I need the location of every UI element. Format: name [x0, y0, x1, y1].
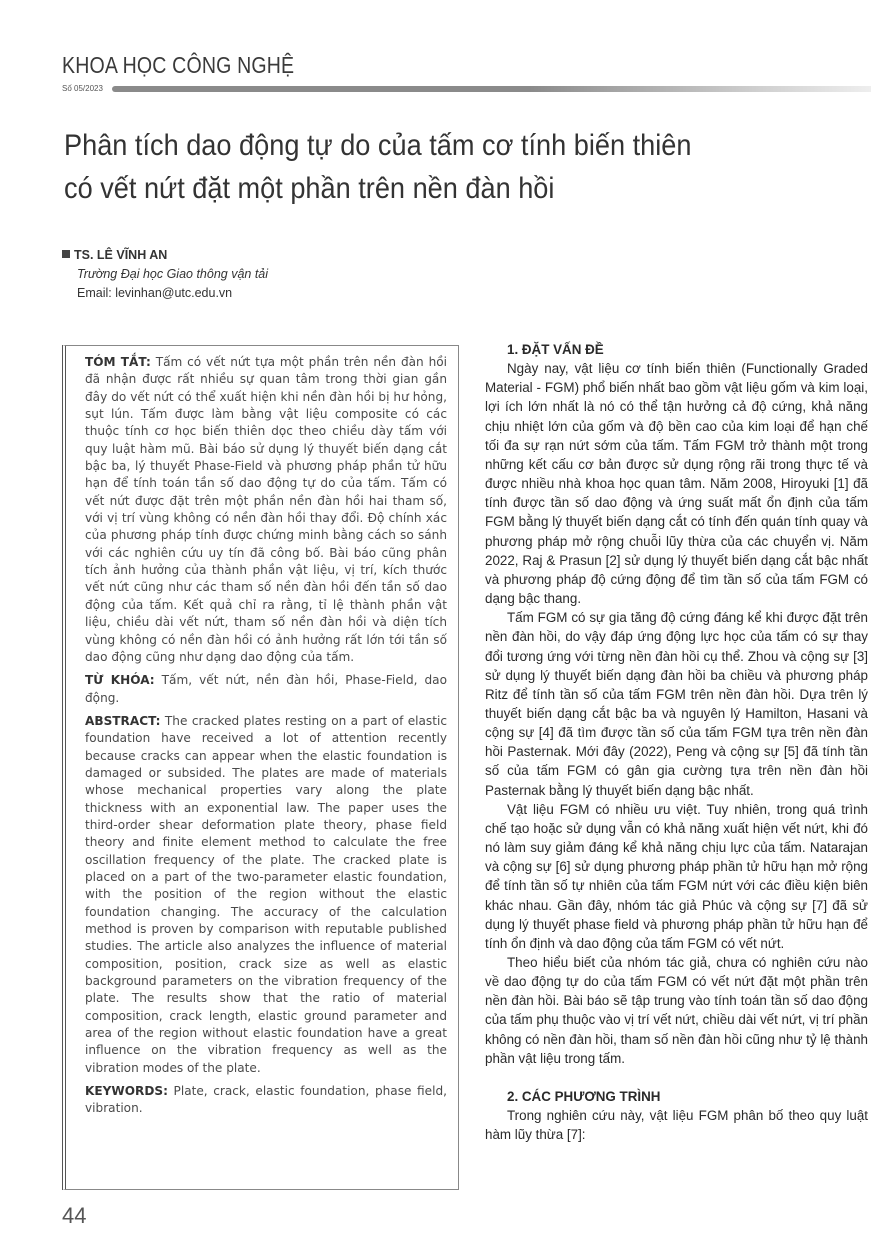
article-title	[64, 124, 818, 210]
section-header: KHOA HỌC CÔNG NGHỆ	[62, 52, 295, 78]
body-paragraph: Ngày nay, vật liệu cơ tính biến thiên (Functionally Graded Material - FGM) phổ biến nhất bao gồm vật liệu gốm và kim loại, lợi ích lớn nhất là nó có thể tận hưởng cả độ cứng, khả năng chịu nhiệt lớn của gốm và độ bền cao của kim loại để hạn chế tối đa sự rạn nứt sớm của tấm. Tấm FGM trở thành một trong những kết cấu cơ bản được sử dụng rộng rãi trong thực tế và được nhiều nhà khoa học quan tâm. Năm 2008, Hiroyuki [1] đã tính được tần số dao động và ứng suất mất ổn định của tấm FGM bằng lý thuyết biến dạng cắt có tính đến quán tính quay và phương pháp mở rộng chuỗi lũy thừa của các chuyển vị. Năm 2022, Raj & Prasun [2] sử dụng lý thuyết biến dạng cắt bậc nhất và phương pháp độ cứng động để tìm tần số của tấm FGM có dạng bậc thang.	[485, 361, 868, 607]
tukhoa-paragraph	[85, 672, 447, 707]
abstract-body: The cracked plates resting on a part of elastic foundation have received a lot of attention recently because cracks can appear when the elastic foundation is damaged or subsided. The plates are made of materials whose mechanical properties vary along the plate thickness with an exponential law. The paper uses the third-order shear deformation plate theory, phase field theory and finite element method to calculate the free oscillation frequency of the plate. The cracked plate is placed on a part of the two-parameter elastic foundation, with the position of the region without the elastic foundation changing. The accuracy of the calculation method is proven by comparison with reputable published studies. The article also analyzes the influence of material composition, position, crack size as well as elastic background parameters on the vibration frequency of the plate. The results show that the ratio of material composition, crack length, elastic ground parameter and area of the region without elastic foundation have a great influence on the vibration frequency as well as the vibration modes of the plate.	[85, 713, 447, 1075]
header-bar	[112, 86, 871, 92]
body-paragraph: Vật liệu FGM có nhiều ưu việt. Tuy nhiên, trong quá trình chế tạo hoặc sử dụng vẫn có khả năng xuất hiện vết nứt, khi đó nó làm suy giảm đáng kể khả năng chịu lực của tấm. Natarajan và cộng sự [6] sử dụng phương pháp phần tử hữu hạn mở rộng để tính tần số tự nhiên của tấm FGM nứt với các điều kiện biên khác nhau. Gần đây, nhóm tác giả Phúc và cộng sự [7] đã sử dụng lý thuyết phase field và phương pháp phần tử hữu hạn để tính ổn định và dao động của tấm FGM có vết nứt.	[485, 801, 868, 951]
author-email: Email: levinhan@utc.edu.vn	[77, 286, 233, 300]
body-paragraph: Tấm FGM có sự gia tăng độ cứng đáng kể khi được đặt trên nền đàn hồi, do vậy đáp ứng động lực học của tấm có sự thay đổi tương ứng với từng nền đàn hồi cụ thể. Zhou và cộng sự [3] sử dụng lý thuyết biến dạng đàn hồi ba chiều và phương pháp Ritz để tính tần số của tấm FGM trên nền đàn hồi. Dựa trên lý thuyết biến dạng cắt bậc ba và nguyên lý Hamilton, Hasani và cộng sự [4] đã tìm được tần số của tấm FGM tựa trên nền đàn hồi Pasternak. Mới đây (2022), Peng và cộng sự [5] đã tính tần số của tấm FGM có gân gia cường tựa trên nền đàn hồi Pasternak bằng lý thuyết biến dạng bậc nhất.	[485, 610, 868, 798]
author-name: TS. LÊ VĨNH AN	[74, 248, 168, 262]
issue-number: Số 05/2023	[62, 84, 103, 93]
title-line-2: có vết nứt đặt một phần trên nền đàn hồi	[64, 172, 555, 205]
tomtat-text: Tấm có vết nứt tựa một phần trên nền đàn hồi đã nhận được rất nhiều sự quan tâm trong thời gian gần đây do vết nứt có thể xuất hiện khi nền đàn hồi bị hư hỏng, sụt lún. Tấm được làm bằng vật liệu composite có các thuộc tính cơ học biến thiên dọc theo chiều dày tấm với quy luật hàm mũ. Bài báo sử dụng lý thuyết biến dạng cắt bậc ba, lý thuyết Phase-Field và phương pháp phần tử hữu hạn để tính toán tần số dao động tự do của tấm. Tấm có vết nứt được đặt trên một phần nền đàn hồi hai tham số, với vị trí vùng không có nền đàn hồi thay đổi. Độ chính xác của phương pháp tính được chứng minh bằng cách so sánh với các nghiên cứu uy tín đã công bố. Bài báo cũng phân tích ảnh hưởng của thành phần vật liệu, vị trí, kích thước vết nứt cũng như các tham số nền đàn hồi đến tần số dao động của tấm. Kết quả chỉ ra rằng, tỉ lệ thành phần vật liệu, chiều dài vết nứt, tham số nền đàn hồi và diện tích vùng không có nền đàn hồi có ảnh hưởng rất lớn tới tần số dao động cũng như dạng dao động của tấm.	[85, 355, 447, 664]
bullet-square-icon	[62, 250, 70, 258]
keywords-text: Plate, crack, elastic foundation, phase field, vibration.	[85, 1084, 447, 1116]
body-paragraph: Trong nghiên cứu này, vật liệu FGM phân bố theo quy luật hàm lũy thừa [7]:	[485, 1108, 868, 1143]
section-1-heading: 1. ĐẶT VẤN ĐỀ	[507, 342, 604, 357]
author-affiliation: Trường Đại học Giao thông vận tải	[77, 267, 269, 281]
author-block	[62, 246, 268, 303]
body-paragraph: Theo hiểu biết của nhóm tác giả, chưa có nghiên cứu nào về dao động tự do của tấm FGM có vết nứt đặt một phần trên nền đàn hồi. Bài báo sẽ tập trung vào tính toán tần số dao động của tấm phụ thuộc vào vị trí vết nứt, chiều dài vết nứt, vị trí phần không có nền đàn hồi, tham số nền đàn hồi cũng như tỷ lệ thành phần vật liệu trong tấm.	[485, 955, 868, 1066]
tukhoa-text: Tấm, vết nứt, nền đàn hồi, Phase-Field, dao động.	[85, 673, 447, 705]
tomtat-paragraph	[85, 354, 447, 666]
abstract-paragraph	[85, 713, 447, 1077]
tomtat-label: TÓM TẮT:	[85, 355, 151, 369]
abstract-label: ABSTRACT:	[85, 713, 161, 728]
abstract-text	[85, 354, 447, 1124]
tukhoa-label: TỪ KHÓA:	[85, 673, 155, 688]
body-column	[485, 340, 868, 1144]
page-number: 44	[62, 1203, 87, 1228]
section-2-heading: 2. CÁC PHƯƠNG TRÌNH	[507, 1088, 661, 1104]
keywords-paragraph	[85, 1083, 447, 1118]
keywords-label: KEYWORDS:	[85, 1084, 168, 1099]
title-line-1: Phân tích dao động tự do của tấm cơ tính biến thiên	[64, 129, 692, 162]
